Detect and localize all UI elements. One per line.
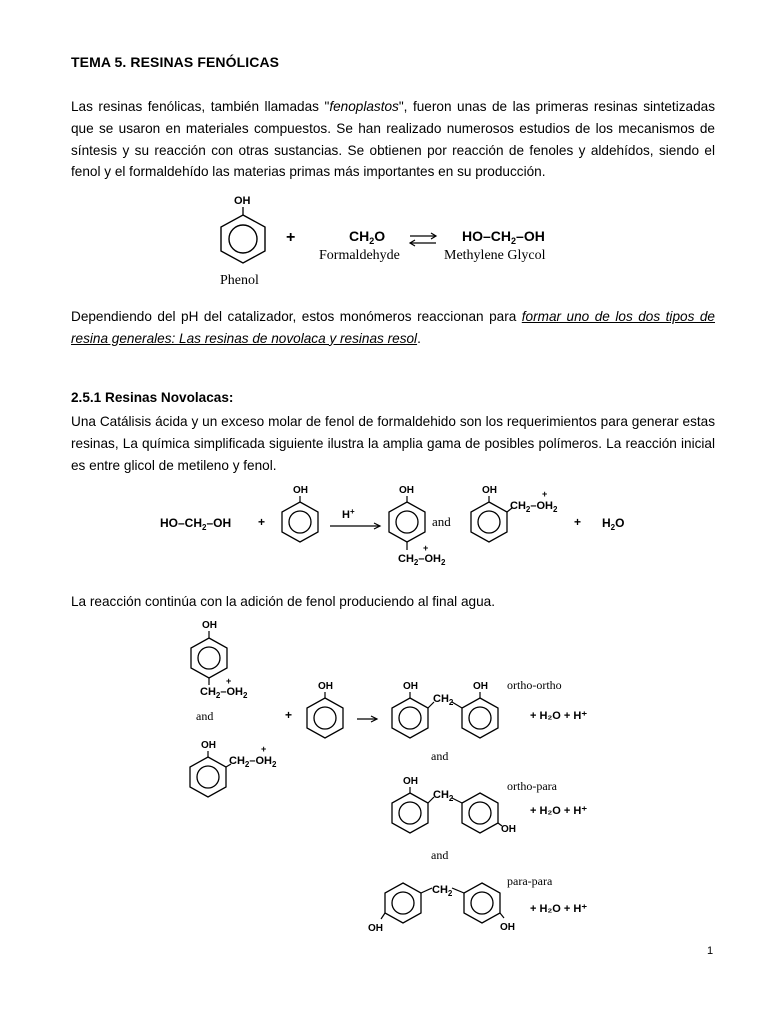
svg-text:+ H₂O + H⁺: + H₂O + H⁺ <box>530 710 588 722</box>
methylene-glycol-formula: $HO-CH_2-OH$ <box>462 228 545 246</box>
svg-text:+: + <box>226 676 232 686</box>
svg-text:H+: H+ <box>342 507 355 521</box>
water-formula: $H_2O$ <box>602 516 625 532</box>
svg-text:ortho-para: ortho-para <box>507 779 557 793</box>
novolac-paragraph: Una Catálisis ácida y un exceso molar de fenol de formaldehido son los requerimientos para generar estas resinas, La química simplificada siguiente ilustra la amplia gama de posibles polímeros. La reacción inicial es entre glicol de metileno y fenol. <box>71 414 715 473</box>
ph-paragraph: Dependiendo del pH del catalizador, estos monómeros reaccionan para formar uno de los dos tipos de resina generales: Las resinas de novolaca y resinas resol. <box>71 309 715 346</box>
plus-sign: + <box>286 229 296 246</box>
svg-text:OH: OH <box>403 681 418 692</box>
svg-text:CH2–OH2: $CH_2-OH_2$ <box>229 755 277 769</box>
svg-text:CH2: $CH_2$ <box>432 884 453 898</box>
svg-text:+ H₂O + H⁺: + H₂O + H⁺ <box>530 805 588 817</box>
formaldehyde-label: Formaldehyde <box>319 248 400 263</box>
svg-text:CH2–OH2: $CH_2-OH_2$ <box>510 500 558 514</box>
section-heading: 2.5.1 Resinas Novolacas: <box>71 390 234 405</box>
svg-text:OH: OH <box>403 776 418 787</box>
page-number: 1 <box>707 945 714 957</box>
reactant-para-cation <box>191 620 248 700</box>
methylene-glycol-label: Methylene Glycol <box>444 248 546 263</box>
svg-text:OH: OH <box>500 922 515 933</box>
formaldehyde-formula: $CH_2O$ <box>349 228 386 246</box>
svg-text:OH: OH <box>201 740 216 751</box>
svg-text:OH: OH <box>473 681 488 692</box>
continuation-paragraph: La reacción continúa con la adición de fenol produciendo al final agua. <box>71 594 495 609</box>
product-ortho-ortho <box>392 678 587 738</box>
svg-text:OH: OH <box>318 681 333 692</box>
svg-text:+: + <box>258 515 266 529</box>
svg-text:+: + <box>285 708 293 722</box>
svg-text:and: and <box>431 749 449 763</box>
svg-text:+: + <box>423 543 429 553</box>
svg-text:+: + <box>261 744 267 754</box>
phenol-reactant-2 <box>307 681 343 738</box>
page-title: TEMA 5. RESINAS FENÓLICAS <box>71 54 280 70</box>
svg-text:CH2–OH2: $CH_2-OH_2$ <box>200 686 248 700</box>
svg-text:OH: OH <box>482 485 497 496</box>
svg-text:OH: OH <box>293 485 308 496</box>
svg-text:OH: OH <box>399 485 414 496</box>
svg-text:ortho-ortho: ortho-ortho <box>507 678 562 692</box>
svg-text:OH: OH <box>202 620 217 631</box>
intro-text-b: ", fueron unas de las primeras resinas sintetizadas que se usaron en materiales compuestos. Se han realizado numerosos estudios de los mecanismos de síntesis y su reacción con otras sustancias. Se obtienen por reacción de fenoles y aldehídos, siendo el fenol y el formaldehído las materias primas más importantes en su producción. <box>71 99 716 180</box>
svg-text:and: and <box>432 514 451 529</box>
product-ortho-para <box>392 776 587 835</box>
reaction-arrow-2 <box>357 716 377 722</box>
glycol-formula: $HO-CH_2-OH$ <box>160 516 232 532</box>
oh-label: OH <box>234 195 251 207</box>
product-para-para <box>368 874 587 934</box>
resin-types-link-text: formar uno de los dos tipos de resina generales: Las resinas de novolaca y resinas resol <box>71 309 715 346</box>
svg-text:CH2: $CH_2$ <box>433 789 454 803</box>
intro-text-a: Las resinas fenólicas, también llamadas " <box>71 99 330 114</box>
svg-text:+: + <box>542 489 548 499</box>
phenol-label: Phenol <box>220 273 259 288</box>
svg-text:CH2: $CH_2$ <box>433 693 454 707</box>
svg-text:OH: OH <box>501 824 516 835</box>
svg-text:CH2–OH2: $CH_2-OH_2$ <box>398 553 446 567</box>
svg-text:+ H₂O + H⁺: + H₂O + H⁺ <box>530 903 588 915</box>
svg-text:para-para: para-para <box>507 874 553 888</box>
reactant-ortho-cation <box>190 740 277 797</box>
svg-text:and: and <box>196 709 214 723</box>
intro-emphasis: fenoplastos <box>329 99 399 114</box>
svg-text:OH: OH <box>368 923 383 934</box>
svg-text:+: + <box>574 515 582 529</box>
svg-text:and: and <box>431 848 449 862</box>
